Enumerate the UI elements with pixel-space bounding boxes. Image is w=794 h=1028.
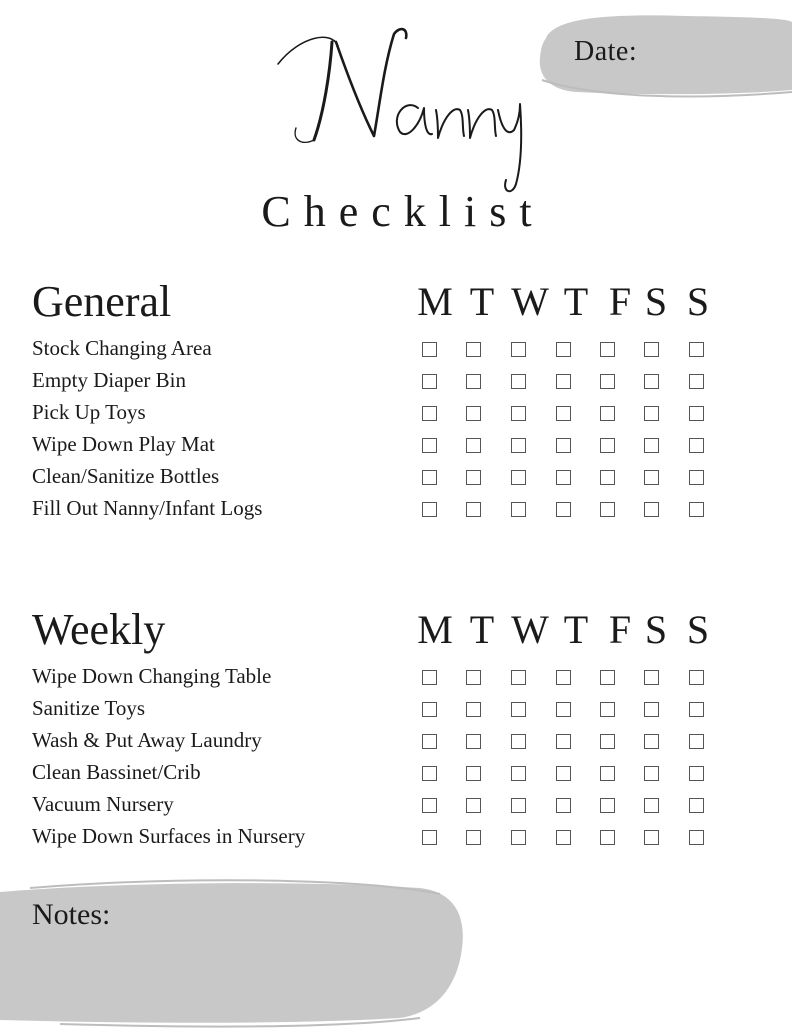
day-checkbox[interactable] bbox=[644, 470, 659, 485]
task-row bbox=[0, 462, 794, 494]
day-checkbox[interactable] bbox=[689, 406, 704, 421]
day-monday: M bbox=[417, 279, 453, 324]
weekday-header bbox=[0, 604, 794, 656]
day-checkbox[interactable] bbox=[689, 502, 704, 517]
day-checkbox[interactable] bbox=[422, 670, 437, 685]
day-thursday: T bbox=[563, 279, 589, 324]
day-checkbox[interactable] bbox=[689, 670, 704, 685]
day-checkbox[interactable] bbox=[511, 798, 526, 813]
day-checkbox[interactable] bbox=[600, 406, 615, 421]
day-checkbox[interactable] bbox=[689, 438, 704, 453]
day-checkbox[interactable] bbox=[600, 798, 615, 813]
day-checkbox[interactable] bbox=[422, 406, 437, 421]
task-label: Wash & Put Away Laundry bbox=[32, 728, 262, 752]
day-checkbox[interactable] bbox=[644, 766, 659, 781]
day-checkbox[interactable] bbox=[644, 670, 659, 685]
day-checkbox[interactable] bbox=[511, 406, 526, 421]
day-checkbox[interactable] bbox=[556, 766, 571, 781]
task-label: Stock Changing Area bbox=[32, 336, 212, 360]
day-checkbox[interactable] bbox=[422, 830, 437, 845]
day-checkbox[interactable] bbox=[556, 734, 571, 749]
day-checkbox[interactable] bbox=[422, 374, 437, 389]
day-wednesday: W bbox=[511, 279, 549, 324]
day-checkbox[interactable] bbox=[556, 798, 571, 813]
day-checkbox[interactable] bbox=[689, 734, 704, 749]
task-label: Fill Out Nanny/Infant Logs bbox=[32, 496, 263, 520]
day-checkbox[interactable] bbox=[466, 502, 481, 517]
day-wednesday: W bbox=[511, 607, 549, 652]
day-checkbox[interactable] bbox=[422, 502, 437, 517]
day-checkbox[interactable] bbox=[600, 702, 615, 717]
day-friday: F bbox=[608, 607, 632, 652]
day-checkbox[interactable] bbox=[556, 830, 571, 845]
day-checkbox[interactable] bbox=[600, 734, 615, 749]
day-checkbox[interactable] bbox=[466, 438, 481, 453]
title-script-nanny bbox=[240, 12, 550, 202]
date-label: Date: bbox=[574, 36, 638, 67]
task-row bbox=[0, 398, 794, 430]
day-checkbox[interactable] bbox=[556, 438, 571, 453]
day-checkbox[interactable] bbox=[556, 702, 571, 717]
task-row bbox=[0, 822, 794, 854]
day-checkbox[interactable] bbox=[422, 702, 437, 717]
section-title-weekly: Weekly bbox=[32, 605, 166, 654]
day-checkbox[interactable] bbox=[600, 438, 615, 453]
notes-label: Notes: bbox=[32, 898, 111, 931]
day-checkbox[interactable] bbox=[466, 406, 481, 421]
day-checkbox[interactable] bbox=[466, 374, 481, 389]
day-checkbox[interactable] bbox=[556, 470, 571, 485]
day-checkbox[interactable] bbox=[422, 734, 437, 749]
task-row bbox=[0, 726, 794, 758]
day-thursday: T bbox=[563, 607, 589, 652]
day-checkbox[interactable] bbox=[511, 766, 526, 781]
day-checkbox[interactable] bbox=[689, 470, 704, 485]
day-checkbox[interactable] bbox=[511, 438, 526, 453]
day-checkbox[interactable] bbox=[689, 798, 704, 813]
day-saturday: S bbox=[644, 607, 668, 652]
day-checkbox[interactable] bbox=[600, 374, 615, 389]
task-row bbox=[0, 790, 794, 822]
task-label: Vacuum Nursery bbox=[32, 792, 174, 816]
day-checkbox[interactable] bbox=[600, 830, 615, 845]
day-checkbox[interactable] bbox=[689, 766, 704, 781]
day-checkbox[interactable] bbox=[511, 830, 526, 845]
task-row bbox=[0, 758, 794, 790]
task-row bbox=[0, 694, 794, 726]
task-label: Wipe Down Surfaces in Nursery bbox=[32, 824, 306, 848]
weekly-task-list bbox=[0, 662, 794, 854]
day-checkbox[interactable] bbox=[422, 798, 437, 813]
day-saturday: S bbox=[644, 279, 668, 324]
day-checkbox[interactable] bbox=[511, 342, 526, 357]
day-sunday: S bbox=[686, 607, 710, 652]
task-label: Clean/Sanitize Bottles bbox=[32, 464, 220, 488]
task-row bbox=[0, 494, 794, 526]
day-checkbox[interactable] bbox=[600, 502, 615, 517]
general-task-list bbox=[0, 334, 794, 526]
day-checkbox[interactable] bbox=[466, 670, 481, 685]
day-checkbox[interactable] bbox=[422, 342, 437, 357]
day-checkbox[interactable] bbox=[466, 342, 481, 357]
day-checkbox[interactable] bbox=[689, 830, 704, 845]
day-checkbox[interactable] bbox=[689, 702, 704, 717]
day-checkbox[interactable] bbox=[644, 734, 659, 749]
day-checkbox[interactable] bbox=[466, 702, 481, 717]
day-checkbox[interactable] bbox=[600, 470, 615, 485]
task-label: Sanitize Toys bbox=[32, 696, 146, 720]
day-checkbox[interactable] bbox=[511, 374, 526, 389]
day-sunday: S bbox=[686, 279, 710, 324]
day-monday: M bbox=[417, 607, 453, 652]
day-checkbox[interactable] bbox=[511, 702, 526, 717]
day-checkbox[interactable] bbox=[600, 670, 615, 685]
day-checkbox[interactable] bbox=[644, 438, 659, 453]
day-checkbox[interactable] bbox=[466, 766, 481, 781]
day-checkbox[interactable] bbox=[556, 670, 571, 685]
day-checkbox[interactable] bbox=[644, 502, 659, 517]
day-checkbox[interactable] bbox=[689, 342, 704, 357]
day-checkbox[interactable] bbox=[689, 374, 704, 389]
task-row bbox=[0, 430, 794, 462]
task-label: Wipe Down Changing Table bbox=[32, 664, 272, 688]
day-checkbox[interactable] bbox=[644, 798, 659, 813]
day-checkbox[interactable] bbox=[511, 470, 526, 485]
task-label: Pick Up Toys bbox=[32, 400, 146, 424]
day-checkbox[interactable] bbox=[644, 702, 659, 717]
task-label: Clean Bassinet/Crib bbox=[32, 760, 201, 784]
day-checkbox[interactable] bbox=[466, 470, 481, 485]
day-friday: F bbox=[608, 279, 632, 324]
day-checkbox[interactable] bbox=[422, 470, 437, 485]
task-row bbox=[0, 662, 794, 694]
day-tuesday: T bbox=[469, 279, 495, 324]
day-checkbox[interactable] bbox=[600, 342, 615, 357]
day-checkbox[interactable] bbox=[644, 374, 659, 389]
task-label: Empty Diaper Bin bbox=[32, 368, 186, 392]
day-checkbox[interactable] bbox=[644, 406, 659, 421]
title-checklist: Checklist bbox=[261, 187, 545, 236]
day-checkbox[interactable] bbox=[466, 798, 481, 813]
day-checkbox[interactable] bbox=[511, 502, 526, 517]
task-row bbox=[0, 366, 794, 398]
day-checkbox[interactable] bbox=[600, 766, 615, 781]
day-checkbox[interactable] bbox=[466, 734, 481, 749]
day-checkbox[interactable] bbox=[644, 830, 659, 845]
task-row bbox=[0, 334, 794, 366]
day-checkbox[interactable] bbox=[511, 734, 526, 749]
day-checkbox[interactable] bbox=[556, 342, 571, 357]
day-checkbox[interactable] bbox=[644, 342, 659, 357]
task-label: Wipe Down Play Mat bbox=[32, 432, 215, 456]
day-checkbox[interactable] bbox=[422, 438, 437, 453]
day-checkbox[interactable] bbox=[422, 766, 437, 781]
section-title-general: General bbox=[32, 277, 172, 326]
day-checkbox[interactable] bbox=[556, 374, 571, 389]
weekday-header bbox=[0, 276, 794, 328]
day-checkbox[interactable] bbox=[556, 502, 571, 517]
day-checkbox[interactable] bbox=[466, 830, 481, 845]
day-checkbox[interactable] bbox=[556, 406, 571, 421]
day-checkbox[interactable] bbox=[511, 670, 526, 685]
day-tuesday: T bbox=[469, 607, 495, 652]
